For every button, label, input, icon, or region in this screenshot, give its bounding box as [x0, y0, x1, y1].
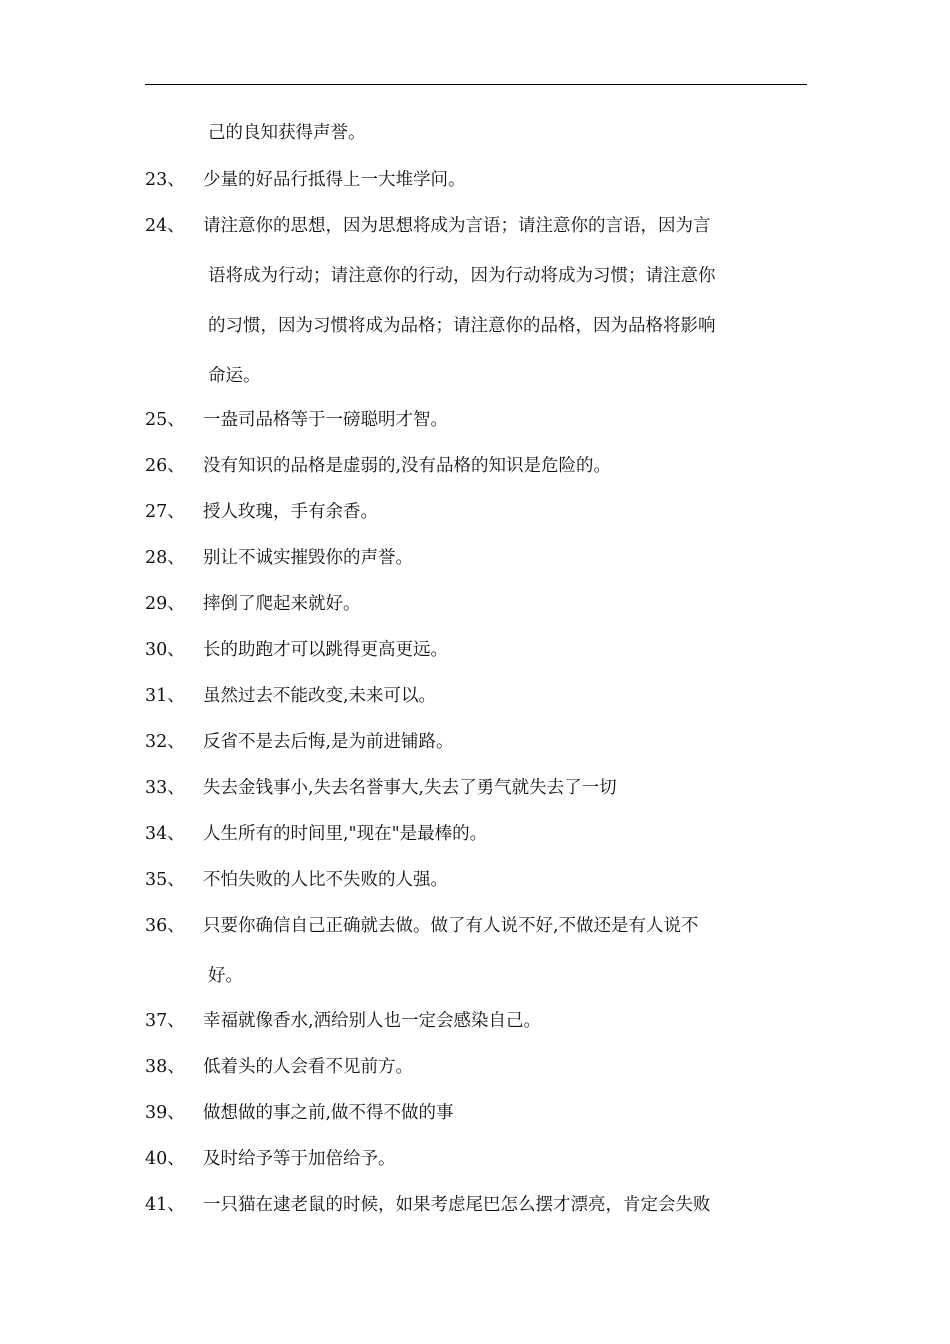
item-text: 己的良知获得声誉。: [208, 123, 366, 143]
item-text: 的习惯，因为习惯将成为品格；请注意你的品格，因为品格将影响: [208, 316, 716, 336]
item-number: 31、: [145, 686, 185, 706]
item-number: 39、: [145, 1103, 185, 1123]
item-text: 低着头的人会看不见前方。: [203, 1057, 413, 1077]
item-text: 一只猫在逮老鼠的时候，如果考虑尾巴怎么摆才漂亮，肯定会失败: [203, 1195, 711, 1215]
item-number: 24、: [145, 216, 185, 236]
item-text: 好。: [208, 966, 243, 986]
item-text: 只要你确信自己正确就去做。做了有人说不好,不做还是有人说不: [203, 916, 699, 936]
item-text: 没有知识的品格是虚弱的,没有品格的知识是危险的。: [203, 456, 612, 476]
item-text: 命运。: [208, 366, 261, 386]
item-number: 33、: [145, 778, 185, 798]
item-text: 反省不是去后悔,是为前进铺路。: [203, 732, 454, 752]
item-text: 少量的好品行抵得上一大堆学问。: [203, 170, 466, 190]
item-text: 及时给予等于加倍给予。: [203, 1149, 396, 1169]
item-text: 做想做的事之前,做不得不做的事: [203, 1103, 454, 1123]
item-number: 29、: [145, 594, 185, 614]
item-number: 37、: [145, 1011, 185, 1031]
item-text: 授人玫瑰，手有余香。: [203, 502, 378, 522]
header-rule: [145, 84, 807, 85]
item-text: 幸福就像香水,洒给别人也一定会感染自己。: [203, 1011, 542, 1031]
item-number: 25、: [145, 410, 185, 430]
item-text: 别让不诚实摧毁你的声誉。: [203, 548, 413, 568]
item-text: 语将成为行动；请注意你的行动，因为行动将成为习惯；请注意你: [208, 266, 716, 286]
item-number: 40、: [145, 1149, 185, 1169]
item-text: 请注意你的思想，因为思想将成为言语；请注意你的言语，因为言: [203, 216, 711, 236]
item-number: 38、: [145, 1057, 185, 1077]
item-number: 27、: [145, 502, 185, 522]
item-number: 34、: [145, 824, 185, 844]
item-text: 失去金钱事小,失去名誉事大,失去了勇气就失去了一切: [203, 778, 617, 798]
item-number: 35、: [145, 870, 185, 890]
item-number: 28、: [145, 548, 185, 568]
item-number: 26、: [145, 456, 185, 476]
item-number: 32、: [145, 732, 185, 752]
item-number: 30、: [145, 640, 185, 660]
item-number: 23、: [145, 170, 185, 190]
item-text: 虽然过去不能改变,未来可以。: [203, 686, 437, 706]
item-text: 不怕失败的人比不失败的人强。: [203, 870, 448, 890]
item-text: 人生所有的时间里,"现在"是最棒的。: [203, 824, 488, 844]
item-number: 41、: [145, 1195, 185, 1215]
item-number: 36、: [145, 916, 185, 936]
item-text: 摔倒了爬起来就好。: [203, 594, 361, 614]
item-text: 长的助跑才可以跳得更高更远。: [203, 640, 448, 660]
item-text: 一盎司品格等于一磅聪明才智。: [203, 410, 448, 430]
